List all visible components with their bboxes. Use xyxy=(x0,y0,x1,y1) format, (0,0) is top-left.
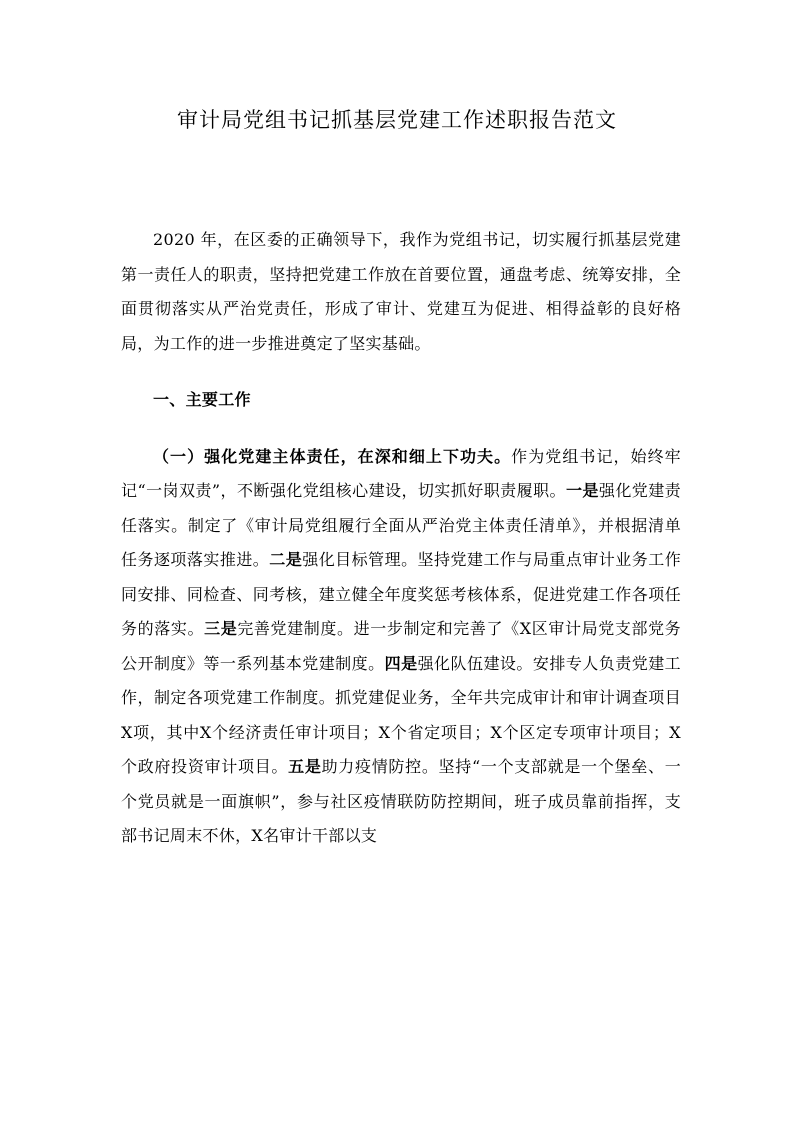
item-label: 一是 xyxy=(565,481,599,500)
item-label: 五是 xyxy=(288,757,322,776)
item-text: 完善党建制度。进一步制定和完善了《X区审计局党支部党务公开制度》等一系列基本党建制度。 xyxy=(121,619,681,673)
item-text: 助力疫情防控。坚持“一个支部就是一个堡垒、一个党员就是一面旗帜”，参与社区疫情联防防控期间，班子成员靠前指挥，支部书记周末不休，X名审计干部以支 xyxy=(121,757,681,845)
item-label: 二是 xyxy=(269,550,303,569)
section-paragraph-party-responsibility xyxy=(121,440,681,854)
item-label: 四是 xyxy=(384,653,418,673)
document-title: 审计局党组书记抓基层党建工作述职报告范文 xyxy=(177,108,617,132)
item-label: 三是 xyxy=(204,619,238,638)
item-text: 强化目标管理。坚持党建工作与局重点审计业务工作同安排、同检查、同考核，建立健全年度奖惩考核体系，促进党建工作各项任务的落实。 xyxy=(121,550,681,638)
sub-heading: （一）强化党建主体责任，在深和细上下功夫。 xyxy=(153,446,512,466)
item-text: 强化党建责任落实。制定了《审计局党组履行全面从严治党主体责任清单》，并根据清单任务逐项落实推进。 xyxy=(121,481,681,569)
section-heading-main-work: 一、主要工作 xyxy=(153,390,251,409)
document-body xyxy=(121,223,681,854)
item-text: 强化队伍建设。安排专人负责党建工作，制定各项党建工作制度。抓党建促业务，全年共完成审计和审计调查项目X项，其中X个经济责任审计项目；X个省定项目；X个区定专项审计项目；X个政府投资审计项目。 xyxy=(121,653,681,776)
intro-paragraph: 2020 年，在区委的正确领导下，我作为党组书记，切实履行抓基层党建第一责任人的职责，坚持把党建工作放在首要位置，通盘考虑、统筹安排，全面贯彻落实从严治党责任，形成了审计、党建互为促进、相得益彰的良好格局，为工作的进一步推进奠定了坚实基础。 xyxy=(121,230,681,353)
lead-text: 作为党组书记，始终牢记“一岗双责”，不断强化党组核心建设，切实抓好职责履职。 xyxy=(121,446,681,500)
